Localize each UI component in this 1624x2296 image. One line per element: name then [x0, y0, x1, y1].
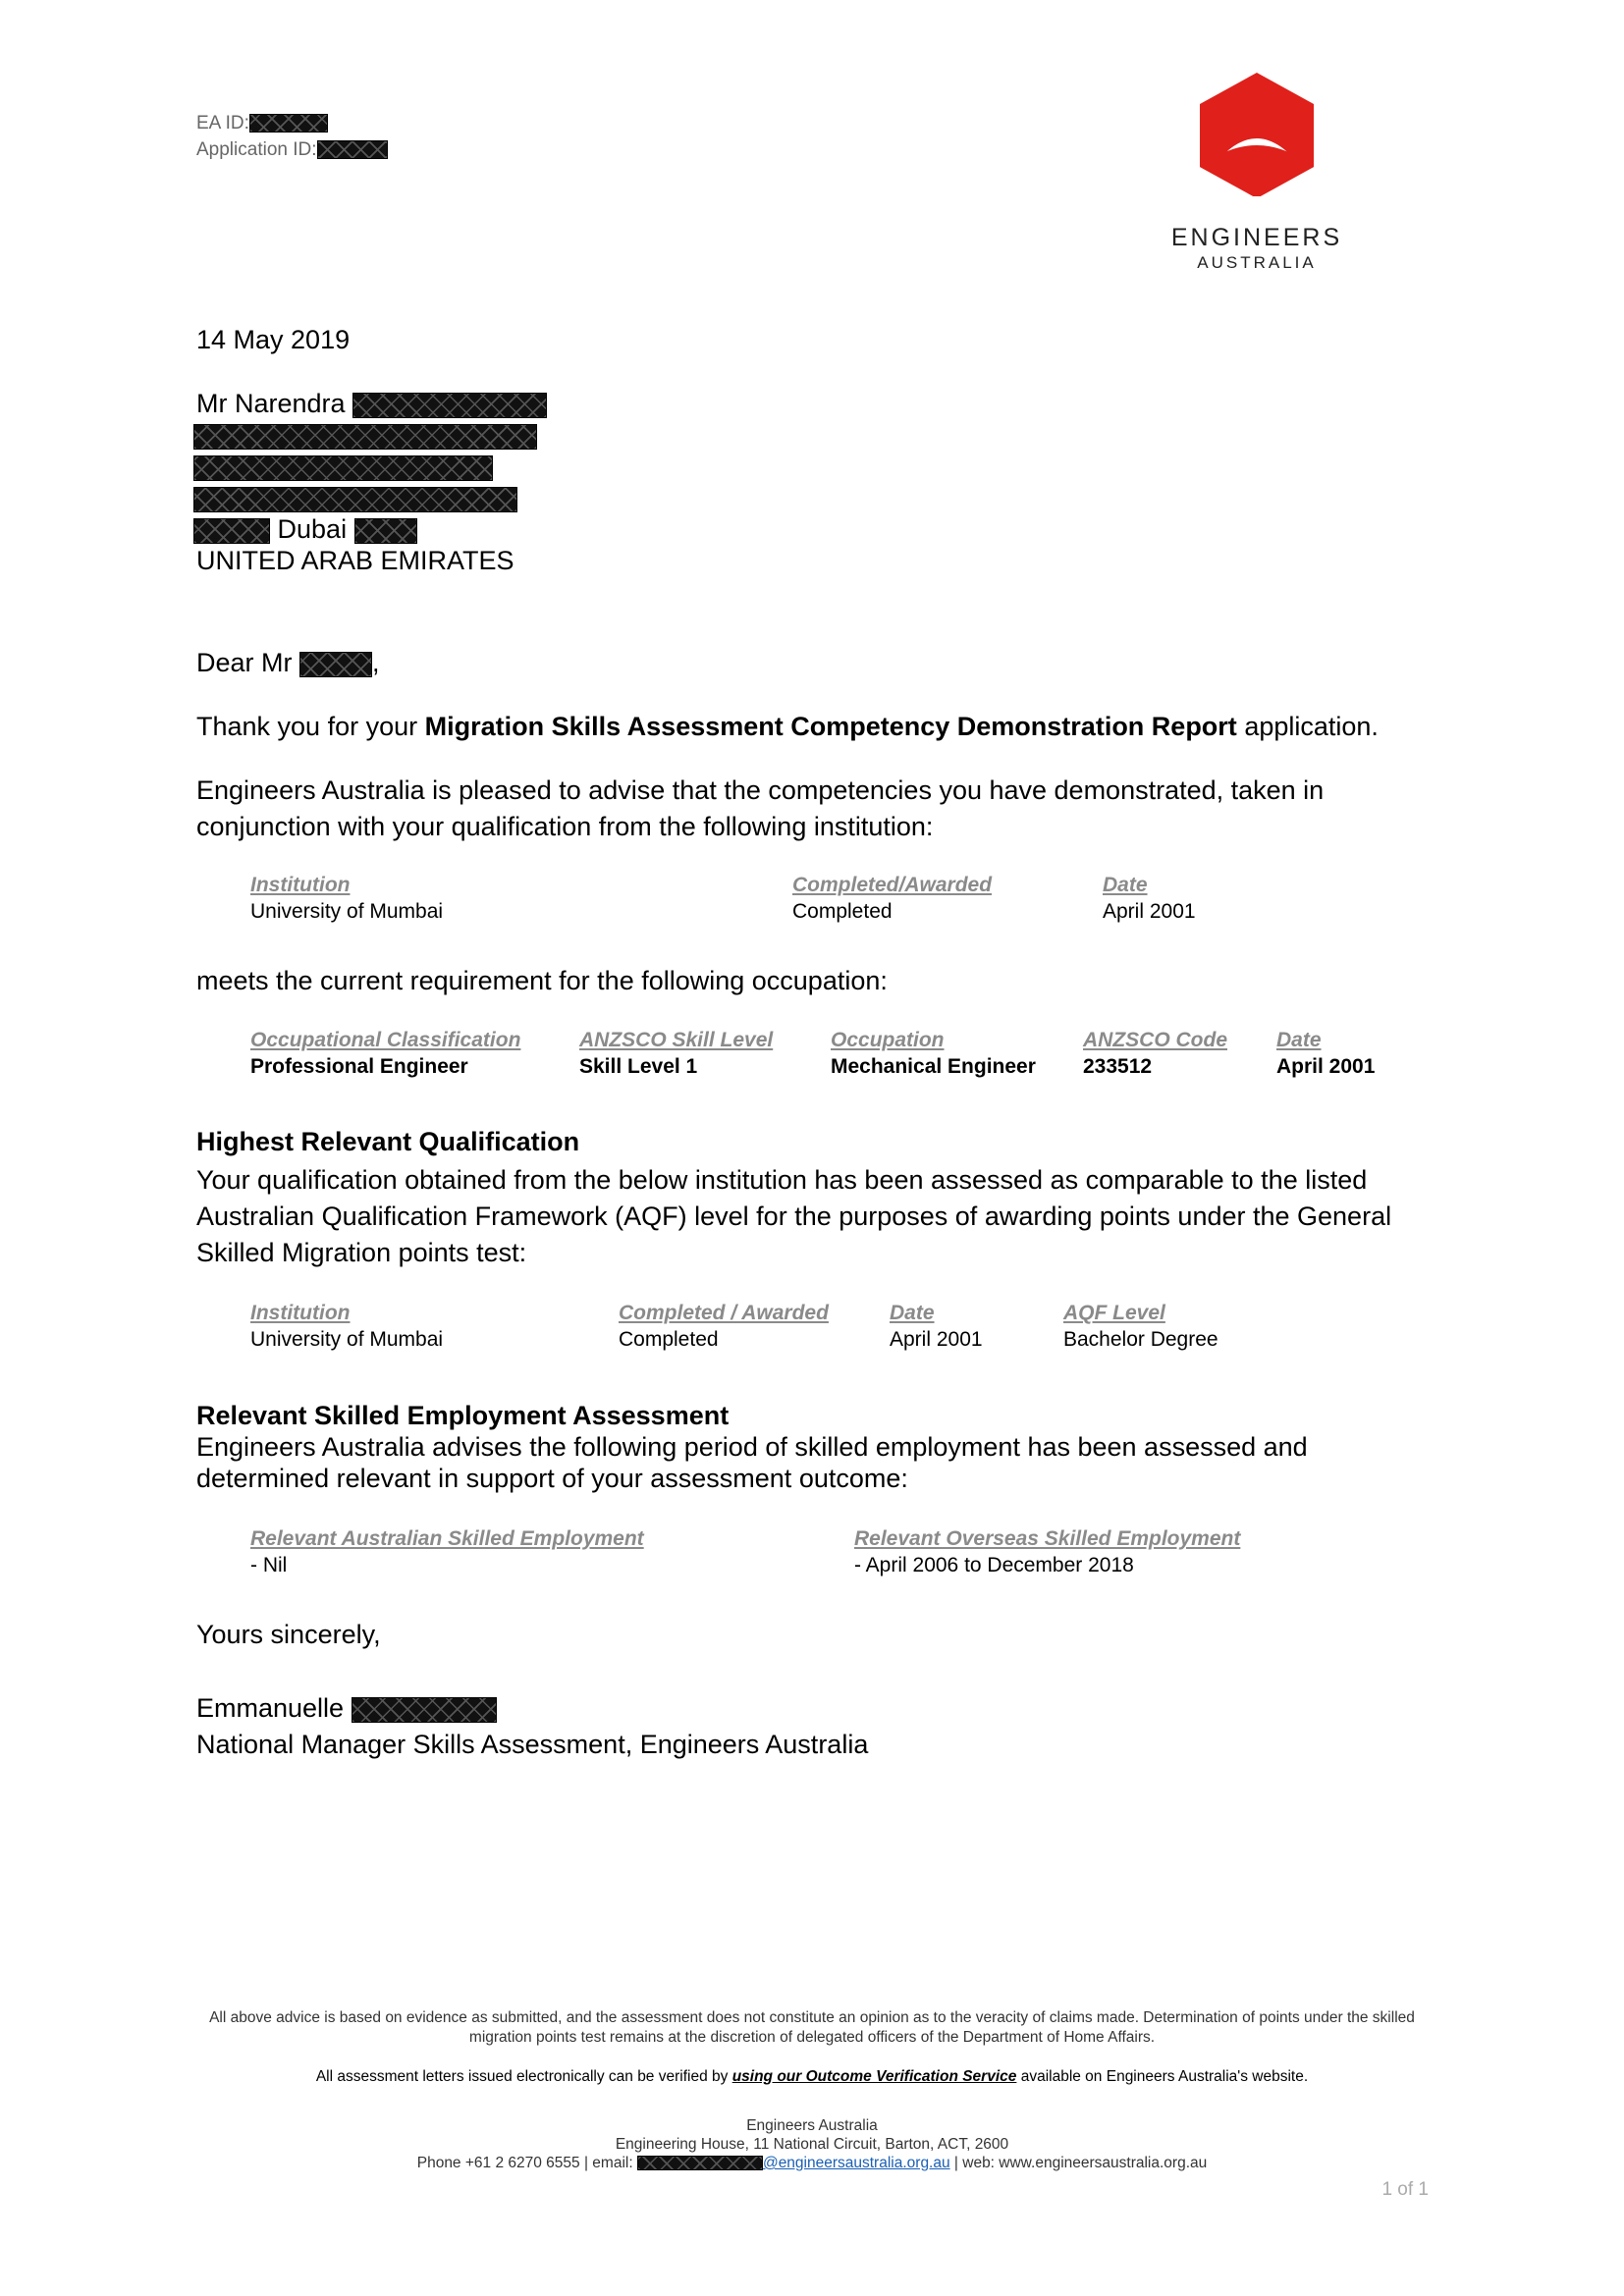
table-cell: 233512 [1083, 1055, 1153, 1078]
competency-paragraph: Engineers Australia is pleased to advise that the competencies you have demonstrated, taken in conjunction with your qualification from the following institution: [196, 775, 1325, 841]
reference-ids [196, 110, 388, 163]
address-line-1 [196, 417, 547, 449]
redacted-postcode [354, 518, 417, 544]
redacted-address-4 [193, 518, 270, 544]
redacted-salutation-name [299, 652, 372, 677]
application-id-line [196, 136, 388, 163]
table-header: ANZSCO Code [1083, 1029, 1227, 1051]
logo-text-engineers: ENGINEERS [1170, 224, 1343, 251]
footer-web: | web: www.engineersaustralia.org.au [949, 2155, 1208, 2171]
table-header: Occupation [831, 1029, 945, 1051]
redacted-signatory-surname [352, 1697, 497, 1723]
table-header: Completed / Awarded [619, 1302, 829, 1324]
employment-paragraph: Engineers Australia advises the following period of skilled employment has been assessed and determined relevant in support of your assessment outcome: [196, 1432, 1308, 1493]
table-header: Institution [250, 874, 351, 896]
verify-after: available on Engineers Australia's website. [1016, 2068, 1309, 2085]
address-line-3 [196, 480, 547, 511]
redacted-application-id [317, 140, 388, 159]
address-line-2 [196, 449, 547, 480]
table-cell: Professional Engineer [250, 1055, 468, 1078]
table-cell: Bachelor Degree [1063, 1328, 1218, 1351]
table-header: Date [890, 1302, 935, 1324]
letter-date: 14 May 2019 [196, 325, 351, 354]
intro-paragraph [196, 709, 1473, 745]
salutation [196, 645, 380, 681]
recipient-address [196, 386, 547, 579]
footer-org: Engineers Australia [746, 2117, 878, 2134]
table-header: Completed/Awarded [792, 874, 993, 896]
table-cell: Completed [619, 1328, 719, 1351]
table-header: Date [1276, 1029, 1322, 1051]
address-country: UNITED ARAB EMIRATES [196, 546, 514, 575]
table-cell: University of Mumbai [250, 1328, 444, 1351]
verify-before: All assessment letters issued electronically can be verified by [315, 2068, 732, 2085]
redacted-ea-id [249, 114, 328, 133]
salutation-suffix: , [372, 648, 380, 677]
footer-verify [0, 2067, 1624, 2087]
address-city-line [196, 511, 547, 543]
logo-text-australia: AUSTRALIA [1197, 253, 1317, 272]
table-cell: - April 2006 to December 2018 [854, 1554, 1134, 1576]
table-cell: University of Mumbai [250, 900, 444, 923]
footer-disclaimer: All above advice is based on evidence as submitted, and the assessment does not constitute an opinion as to the veracity of claims made. Determination of points under the skilled migration points test remains at the discretion of delegated officers of the Department of Home Affairs. [209, 2009, 1415, 2046]
engineers-australia-logo [1149, 69, 1365, 275]
email-link[interactable]: @engineersaustralia.org.au [762, 2155, 950, 2171]
hexagon-logo-icon [1149, 69, 1365, 196]
outcome-verification-link[interactable]: using our Outcome Verification Service [731, 2068, 1017, 2085]
ea-id-line [196, 110, 388, 136]
signature-name-line [196, 1690, 497, 1727]
table-cell: Mechanical Engineer [831, 1055, 1036, 1078]
occupation-paragraph: meets the current requirement for the following occupation: [196, 966, 888, 995]
table-cell: Completed [792, 900, 893, 923]
table-header: Relevant Australian Skilled Employment [250, 1527, 644, 1550]
page-number: 1 of 1 [1381, 2179, 1429, 2200]
signatory-title: National Manager Skills Assessment, Engineers Australia [196, 1730, 869, 1759]
footer-contact [0, 2154, 1624, 2173]
employment-heading: Relevant Skilled Employment Assessment [196, 1401, 730, 1430]
table-header: Relevant Overseas Skilled Employment [854, 1527, 1241, 1550]
qualification-heading: Highest Relevant Qualification [196, 1127, 580, 1156]
footer-address: Engineering House, 11 National Circuit, Barton, ACT, 2600 [615, 2136, 1009, 2153]
table-cell: April 2001 [1103, 900, 1196, 923]
table-header: ANZSCO Skill Level [579, 1029, 774, 1051]
table-cell: - Nil [250, 1554, 288, 1576]
redacted-surname [352, 393, 547, 418]
recipient-name-line [196, 386, 547, 417]
signatory-name: Emmanuelle [196, 1693, 345, 1723]
redacted-email-user [637, 2156, 763, 2170]
salutation-prefix: Dear Mr [196, 648, 293, 677]
redacted-address-3 [193, 487, 517, 512]
redacted-address-1 [193, 424, 537, 450]
qualification-paragraph: Your qualification obtained from the below institution has been assessed as comparable to the listed Australian Qualification Framework (AQF) level for the purposes of awarding points under the General Skilled Migration points test: [196, 1165, 1392, 1267]
recipient-name: Mr Narendra [196, 389, 346, 418]
intro-before: Thank you for your [196, 712, 425, 741]
table-header: Date [1103, 874, 1148, 896]
address-city: Dubai [277, 514, 348, 544]
intro-bold: Migration Skills Assessment Competency Demonstration Report [424, 712, 1237, 741]
application-id-label: Application ID: [196, 139, 317, 160]
table-cell: April 2001 [890, 1328, 983, 1351]
table-header: AQF Level [1063, 1302, 1165, 1324]
intro-after: application. [1236, 712, 1379, 741]
table-header: Institution [250, 1302, 351, 1324]
footer-phone-email-label: Phone +61 2 6270 6555 | email: [416, 2155, 637, 2171]
table-header: Occupational Classification [250, 1029, 521, 1051]
closing: Yours sincerely, [196, 1620, 381, 1649]
table-cell: April 2001 [1276, 1055, 1376, 1078]
ea-id-label: EA ID: [196, 113, 249, 133]
table-cell: Skill Level 1 [579, 1055, 698, 1078]
redacted-address-2 [193, 455, 493, 481]
